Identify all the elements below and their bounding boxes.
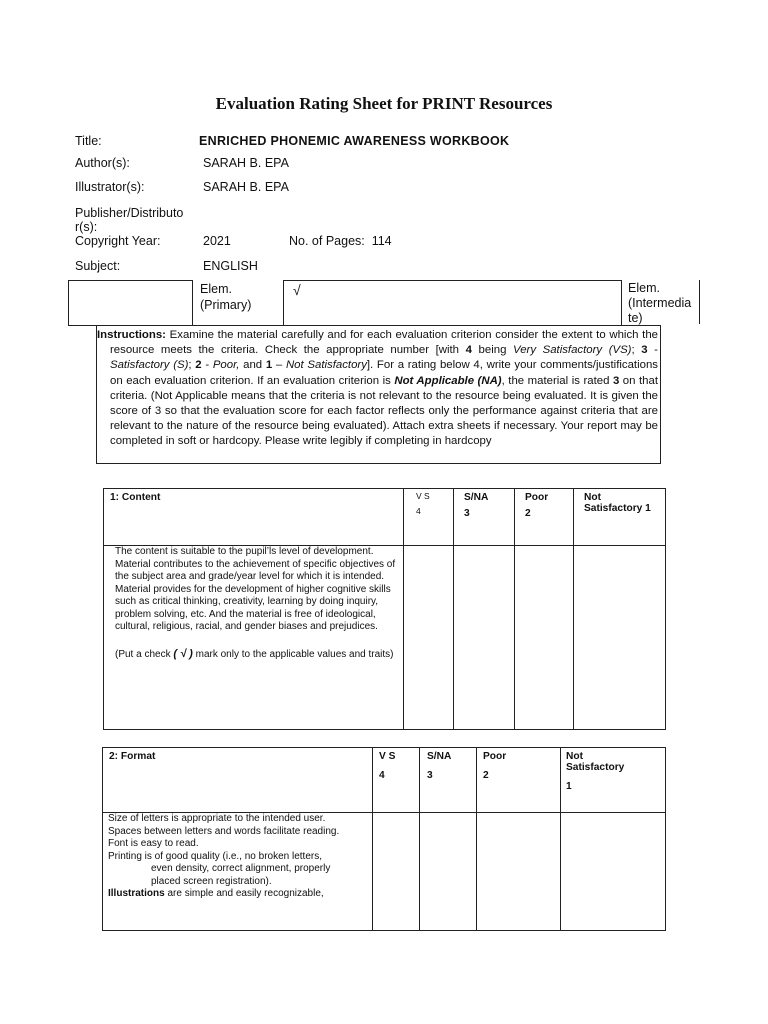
content-check-note	[115, 648, 397, 662]
level-intermediate-line3: te)	[628, 311, 643, 325]
instr-poor: Poor,	[212, 359, 240, 372]
format-poor-cell[interactable]	[477, 813, 561, 931]
format-vs-score: 4	[379, 770, 385, 781]
instr-seg-3: ;	[631, 344, 642, 357]
level-blank-cell	[68, 280, 193, 326]
format-heading: 2: Format	[103, 748, 373, 813]
publisher-label-line2: r(s):	[75, 220, 98, 234]
format-line-3: Font is easy to read.	[108, 838, 199, 849]
content-table	[103, 488, 666, 730]
instr-seg-11: on that criteria. (Not Applicable means that the criteria is not relevant to the resource being evaluated. It is given the score of 3 so that the evaluation score for each factor reflects only the performance against criteria that are relevant to the nature of the resource being evaluated). Attach extra sheets if necessary. Your report may be completed in soft or hardcopy. Please write legibly if completing in hardcopy	[110, 374, 658, 448]
format-line-1: Size of letters is appropriate to the intended user.	[108, 813, 326, 824]
format-description-cell	[103, 813, 373, 931]
content-not-sat-header: Not Satisfactory 1	[574, 489, 666, 546]
content-vs-header	[404, 489, 454, 546]
format-line-7	[108, 888, 369, 901]
note-check-mark: ( √ )	[173, 647, 193, 660]
format-vs-cell[interactable]	[373, 813, 420, 931]
content-sna-header	[454, 489, 515, 546]
format-not-sat-score: 1	[566, 781, 572, 792]
level-primary-line1: Elem.	[200, 282, 232, 296]
content-description-cell	[104, 546, 404, 730]
level-primary-label	[200, 281, 251, 313]
instr-three-b: 3	[612, 374, 620, 387]
content-vs-score: 4	[416, 506, 421, 516]
instr-very-sat: Very Satisfactory (VS)	[513, 344, 632, 357]
copyright-value: 2021	[203, 234, 231, 248]
instr-seg-1: Examine the material carefully and for each evaluation criterion consider the extent to which the resource meets the criteria. Check the appropriate number [with	[110, 329, 658, 357]
format-line-4: Printing is of good quality (i.e., no broken letters,	[108, 850, 323, 862]
format-not-sat-label-1: Not	[566, 751, 583, 762]
note-part-2: mark only to the applicable values and traits)	[192, 648, 394, 660]
format-not-sat-cell[interactable]	[561, 813, 666, 931]
instr-not-sat: Not Satisfactory	[285, 359, 367, 372]
format-not-sat-header	[561, 748, 666, 813]
format-line-6: placed screen registration).	[151, 875, 272, 887]
check-mark: √	[293, 282, 301, 298]
content-sna-label: S/NA	[464, 492, 489, 503]
instr-seg-10: , the material is rated	[501, 374, 613, 387]
format-not-sat-label-2: Satisfactory	[566, 762, 625, 773]
format-sna-header	[420, 748, 477, 813]
format-criteria-row	[103, 813, 666, 931]
level-intermediate-line2: (Intermedia	[628, 296, 692, 310]
content-header-row	[104, 489, 666, 546]
illustrator-value: SARAH B. EPA	[203, 180, 289, 194]
instr-na: Not Applicable (NA)	[394, 374, 502, 387]
content-heading: 1: Content	[104, 489, 404, 546]
format-table	[102, 747, 666, 931]
format-sna-label: S/NA	[427, 751, 452, 762]
level-primary-line2: (Primary)	[200, 298, 252, 312]
instr-seg-5: ;	[188, 359, 196, 372]
content-description: The content is suitable to the pupil’ls level of development. Material contributes to the achievement of specific objectives of the subject area and grade/year level for which it is intended. Material provides for the development of higher cognitive skills such as critical thinking, creativity, learning by doing inquiry, problem solving, etc. And the material is free of ideological, cultural, religious, racial, and gender biases and prejudices.	[115, 546, 396, 632]
author-label: Author(s):	[75, 156, 130, 170]
instr-seg-9: ]. For a rating below 4, write your comments/justifications on each evaluation criterion. If an evaluation criterion is	[110, 359, 658, 387]
format-line-2: Spaces between letters and words facilitate reading.	[108, 825, 340, 837]
illustrator-label: Illustrator(s):	[75, 180, 145, 194]
instr-seg-2: being	[471, 344, 514, 357]
content-vs-cell[interactable]	[404, 546, 454, 730]
instr-seg-8: –	[272, 359, 286, 372]
instructions-heading: Instructions:	[97, 329, 166, 341]
content-criteria-row	[104, 546, 666, 730]
title-label: Title:	[75, 134, 102, 148]
format-line-5: even density, correct alignment, properly	[151, 863, 331, 874]
format-poor-header	[477, 748, 561, 813]
format-poor-score: 2	[483, 770, 489, 781]
instr-one: 1	[265, 359, 273, 372]
pages-value: 114	[371, 234, 392, 248]
note-part-1: (Put a check	[115, 648, 174, 660]
content-poor-label: Poor	[525, 492, 549, 503]
content-poor-cell[interactable]	[515, 546, 574, 730]
format-line-7-bold: Illustrations	[108, 888, 165, 899]
level-primary-check-cell	[283, 280, 622, 326]
format-line-7-rest: are simple and easily recognizable,	[164, 888, 324, 899]
format-poor-label: Poor	[483, 751, 507, 762]
level-divider	[699, 280, 700, 324]
instructions-box	[96, 325, 661, 464]
level-intermediate-line1: Elem.	[628, 281, 660, 295]
instructions-text	[97, 328, 658, 450]
instr-seg-6: -	[201, 359, 213, 372]
author-value: SARAH B. EPA	[203, 156, 289, 170]
format-sna-score: 3	[427, 770, 433, 781]
subject-label: Subject:	[75, 259, 121, 273]
instr-seg-4: -	[647, 344, 658, 357]
content-poor-header	[515, 489, 574, 546]
title-value: ENRICHED PHONEMIC AWARENESS WORKBOOK	[199, 134, 510, 148]
format-vs-header	[373, 748, 420, 813]
pages-field	[289, 234, 392, 248]
instr-two: 2	[195, 359, 202, 372]
content-sna-cell[interactable]	[454, 546, 515, 730]
pages-label: No. of Pages:	[289, 234, 365, 248]
content-poor-score: 2	[525, 508, 531, 519]
subject-value: ENGLISH	[203, 259, 258, 273]
instr-sat: Satisfactory (S)	[110, 359, 189, 372]
level-intermediate-label	[628, 281, 691, 326]
content-vs-label: V S	[416, 491, 430, 501]
document-title: Evaluation Rating Sheet for PRINT Resources	[215, 94, 553, 113]
content-sna-score: 3	[464, 508, 470, 519]
instr-three: 3	[641, 344, 648, 357]
copyright-label: Copyright Year:	[75, 234, 161, 248]
format-sna-cell[interactable]	[420, 813, 477, 931]
content-not-sat-cell[interactable]	[574, 546, 666, 730]
format-vs-label: V S	[379, 751, 396, 762]
instr-four: 4	[465, 344, 472, 357]
instr-seg-7: and	[239, 359, 266, 372]
publisher-label-line1: Publisher/Distributo	[75, 206, 184, 220]
format-header-row	[103, 748, 666, 813]
